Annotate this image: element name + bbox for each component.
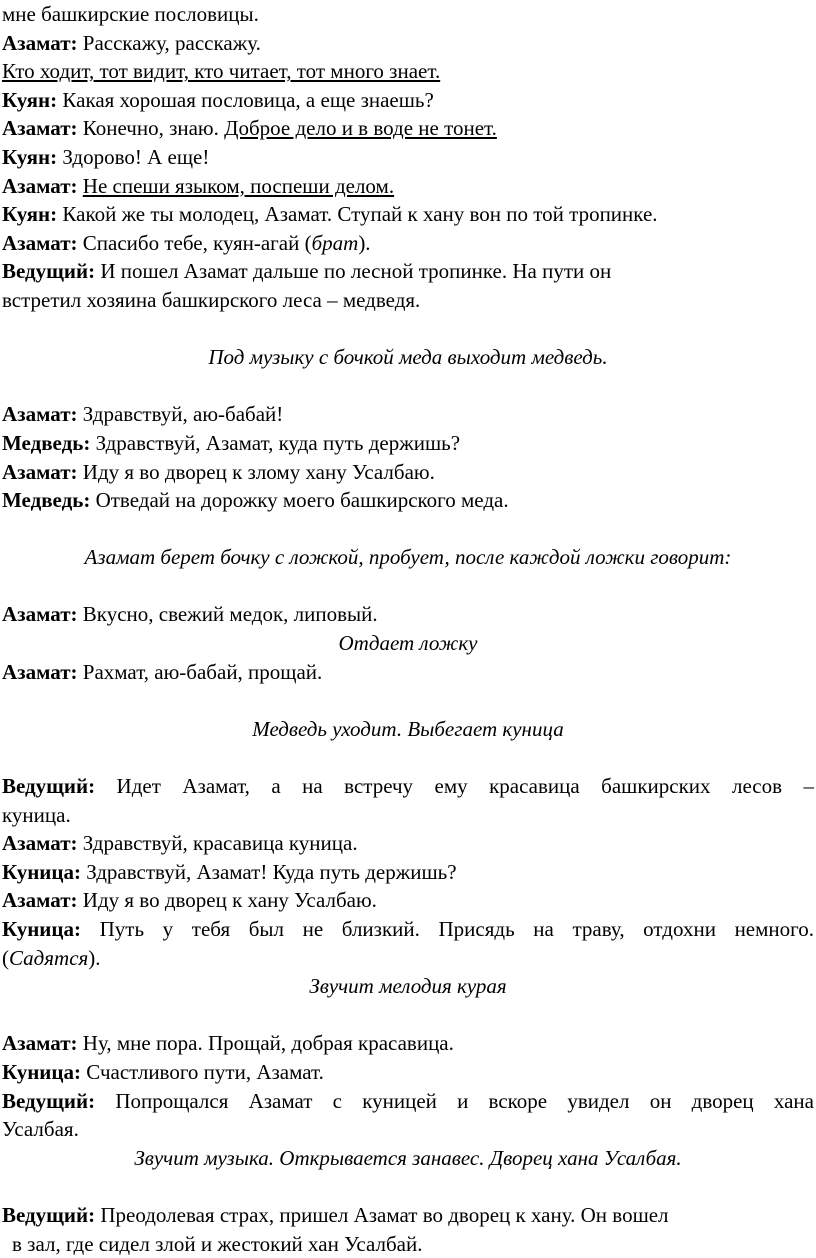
- dialogue-text: Спасибо тебе, куян-агай (: [77, 230, 312, 255]
- dialogue-line: [2, 86, 814, 115]
- stage-direction: Медведь уходит. Выбегает куница: [252, 716, 564, 741]
- dialogue-text: Счастливого пути, Азамат.: [81, 1059, 324, 1084]
- dialogue-text: Здравствуй, красавица куница.: [77, 831, 358, 856]
- dialogue-text: Рахмат, аю-бабай, прощай.: [77, 659, 323, 684]
- dialogue-line: [2, 915, 814, 944]
- speaker-name: Куян:: [2, 144, 58, 169]
- dialogue-line: [2, 1087, 814, 1116]
- dialogue-text: ).: [358, 230, 371, 255]
- spacer: [2, 572, 814, 601]
- dialogue-line: [2, 143, 814, 172]
- speaker-name: Азамат:: [2, 402, 78, 427]
- speaker-name: Ведущий:: [2, 1088, 96, 1113]
- speaker-name: Ведущий:: [2, 774, 96, 799]
- dialogue-text: Вкусно, свежий медок, липовый.: [77, 602, 378, 627]
- text-line: встретил хозяина башкирского леса – медведя.: [2, 287, 421, 312]
- speaker-name: Азамат:: [2, 602, 78, 627]
- speaker-name: Куница:: [2, 917, 81, 941]
- dialogue-text: Здравствуй, Азамат, куда путь держишь?: [90, 430, 461, 455]
- spacer: [2, 743, 814, 772]
- spacer: [2, 1172, 814, 1201]
- dialogue-line: [2, 200, 814, 229]
- document-page: [2, 0, 814, 1258]
- dialogue-line: [2, 429, 814, 458]
- dialogue-line: [2, 1201, 814, 1230]
- dialogue-line: [2, 1058, 814, 1087]
- stage-direction: Азамат берет бочку с ложкой, пробует, после каждой ложки говорит:: [84, 545, 732, 570]
- dialogue-line: [2, 600, 814, 629]
- proverb: Доброе дело и в воде не тонет.: [224, 116, 497, 141]
- speaker-name: Азамат:: [2, 1031, 78, 1056]
- proverb-line: [2, 57, 814, 86]
- dialogue-line: [2, 400, 814, 429]
- speaker-name: Ведущий:: [2, 1202, 96, 1227]
- dialogue-text: Какая хорошая пословица, а еще знаешь?: [57, 87, 434, 112]
- dialogue-text: Какой же ты молодец, Азамат. Ступай к хану вон по той тропинке.: [57, 202, 658, 227]
- dialogue-text: Преодолевая страх, пришел Азамат во дворец к хану. Он вошел: [95, 1202, 669, 1227]
- text-line: в зал, где сидел злой и жестокий хан Усалбай.: [12, 1231, 423, 1256]
- dialogue-text: Расскажу, расскажу.: [77, 30, 261, 55]
- spacer: [2, 1001, 814, 1030]
- dialogue-line: [2, 229, 814, 258]
- dialogue-text: Отведай на дорожку моего башкирского меда.: [90, 488, 509, 513]
- text-line: мне башкирские пословицы.: [2, 2, 259, 26]
- speaker-name: Медведь:: [2, 488, 91, 513]
- spacer: [2, 686, 814, 715]
- speaker-name: Азамат:: [2, 173, 78, 198]
- spacer: [2, 372, 814, 401]
- italic-remark: брат: [311, 230, 359, 255]
- text-line: Усалбая.: [2, 1117, 79, 1142]
- spacer: [2, 315, 814, 344]
- spacer: [2, 515, 814, 544]
- dialogue-text: Иду я во дворец к хану Усалбаю.: [77, 888, 377, 913]
- dialogue-text: Ну, мне пора. Прощай, добрая красавица.: [77, 1031, 454, 1056]
- text-line: куница.: [2, 802, 71, 827]
- dialogue-line: [2, 772, 814, 801]
- dialogue-text: Здравствуй, аю-бабай!: [77, 402, 284, 427]
- speaker-name: Куница:: [2, 1059, 81, 1084]
- dialogue-text: Попрощался Азамат с куницей и вскоре увидел он дворец хана: [95, 1088, 814, 1113]
- speaker-name: Азамат:: [2, 459, 78, 484]
- speaker-name: Ведущий:: [2, 259, 96, 284]
- text-line: (Садятся).: [2, 945, 101, 970]
- dialogue-line: [2, 114, 814, 143]
- dialogue-text: И пошел Азамат дальше по лесной тропинке. На пути он: [95, 259, 612, 284]
- dialogue-text: Иду я во дворец к злому хану Усалбаю.: [77, 459, 435, 484]
- speaker-name: Куница:: [2, 859, 81, 884]
- speaker-name: Азамат:: [2, 659, 78, 684]
- speaker-name: Азамат:: [2, 116, 78, 141]
- dialogue-line: [2, 172, 814, 201]
- stage-direction: Под музыку с бочкой меда выходит медведь.: [208, 345, 608, 370]
- dialogue-line: [2, 486, 814, 515]
- speaker-name: Азамат:: [2, 888, 78, 913]
- dialogue-line: [2, 257, 814, 286]
- proverb: Кто ходит, тот видит, кто читает, тот много знает.: [2, 59, 441, 84]
- italic-remark: Садятся: [9, 945, 89, 970]
- dialogue-text: Идет Азамат, а на встречу ему красавица башкирских лесов –: [95, 774, 814, 799]
- dialogue-line: [2, 29, 814, 58]
- dialogue-text: Конечно, знаю.: [77, 116, 225, 141]
- stage-direction: Отдает ложку: [338, 631, 478, 656]
- speaker-name: Азамат:: [2, 30, 78, 55]
- speaker-name: Медведь:: [2, 430, 91, 455]
- dialogue-text: Здравствуй, Азамат! Куда путь держишь?: [81, 859, 457, 884]
- proverb: Не спеши языком, поспеши делом.: [82, 173, 395, 198]
- dialogue-line: [2, 829, 814, 858]
- stage-direction: Звучит мелодия курая: [309, 974, 507, 999]
- dialogue-line: [2, 858, 814, 887]
- speaker-name: Куян:: [2, 87, 58, 112]
- speaker-name: Азамат:: [2, 230, 78, 255]
- speaker-name: Куян:: [2, 202, 58, 227]
- speaker-name: Азамат:: [2, 831, 78, 856]
- dialogue-text: Здорово! А еще!: [57, 144, 210, 169]
- dialogue-line: [2, 1029, 814, 1058]
- dialogue-line: [2, 886, 814, 915]
- stage-direction: Звучит музыка. Открывается занавес. Дворец хана Усалбая.: [134, 1145, 682, 1170]
- dialogue-line: [2, 458, 814, 487]
- dialogue-line: [2, 658, 814, 687]
- dialogue-text: Путь у тебя был не близкий. Присядь на траву, отдохни немного.: [81, 917, 814, 941]
